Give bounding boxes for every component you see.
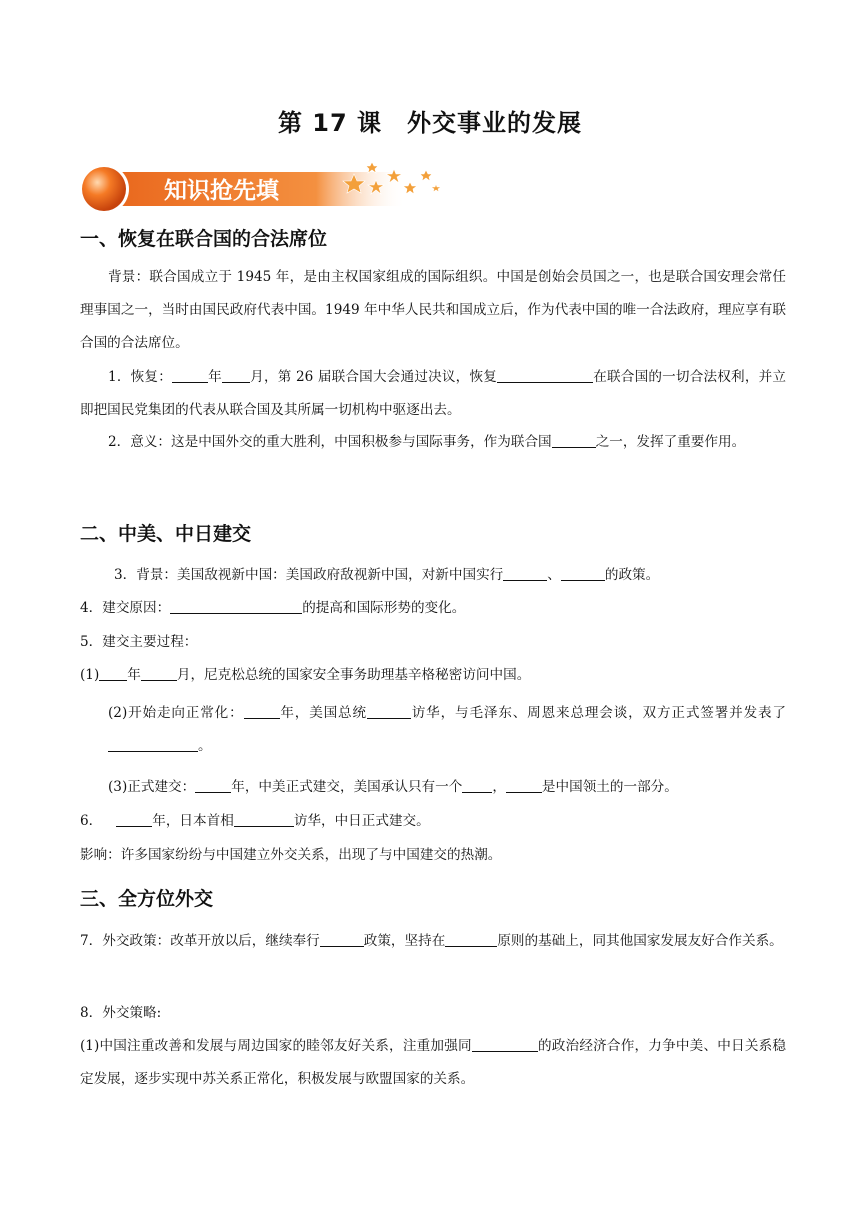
section-banner — [76, 160, 446, 216]
section3-heading: 三、全方位外交 — [80, 888, 214, 910]
section2-heading: 二、中美、中日建交 — [80, 523, 252, 545]
s2-p1-c: 月，尼克松总统的国家安全事务助理基辛格秘密访问中国。 — [176, 667, 531, 683]
s2-p1-a: (1) — [80, 667, 100, 683]
s2-impact: 影响：许多国家纷纷与中国建立外交关系，出现了与中国建交的热潮。 — [80, 847, 502, 863]
blank — [99, 666, 127, 681]
s1-item1 — [80, 361, 786, 427]
s3-p1-b: 的政治经济合作，力争中美、中日关系稳定发展，逐步实现中苏关系正常化，积极发展与欧盟国家的关系。 — [80, 1038, 786, 1087]
blank — [172, 368, 208, 383]
s1-item1-a: 1．恢复： — [108, 369, 172, 385]
s2-process-2 — [108, 697, 786, 763]
s2-item6 — [80, 811, 430, 831]
s2-item5: 5．建交主要过程： — [80, 634, 198, 650]
blank — [234, 812, 294, 827]
s2-p3-d: 是中国领土的一部分。 — [541, 779, 678, 795]
s3-p1-a: (1)中国注重改善和发展与周边国家的睦邻友好关系，注重加强同 — [80, 1038, 472, 1054]
blank — [561, 566, 605, 581]
lesson-title: 第 17 课 外交事业的发展 — [277, 109, 583, 137]
s3-item7-b: 政策，坚持在 — [363, 933, 446, 949]
banner-graphic — [76, 160, 446, 216]
s2-item3-c: 的政策。 — [604, 567, 660, 583]
s3-item7 — [80, 925, 786, 958]
s2-p2-c: 访华，与毛泽东、周恩来总理会谈，双方正式签署并发表了 — [410, 705, 787, 721]
s2-p3-b: 年，中美正式建交，美国承认只有一个 — [231, 779, 463, 795]
blank — [472, 1037, 538, 1052]
s2-p3-c: ， — [492, 779, 506, 795]
blank — [445, 932, 497, 947]
blank — [141, 666, 177, 681]
blank — [320, 932, 364, 947]
s1-item2-b: 之一，发挥了重要作用。 — [595, 434, 746, 450]
s2-item3-a: 3．背景：美国敌视新中国：美国政府敌视新中国，对新中国实行 — [114, 567, 504, 583]
s2-p2-d: 。 — [198, 738, 212, 754]
s2-p3-a: (3)正式建交： — [108, 779, 196, 795]
s1-item1-d: 在联合国的一切合法权利，并立即把国民党集团的代表从联合国及其所属一切机构中驱逐出去。 — [80, 369, 787, 418]
blank — [170, 599, 302, 614]
s2-item6-b: 年，日本首相 — [152, 813, 234, 829]
s1-item1-b: 年 — [207, 369, 222, 385]
banner-text: 知识抢先填 — [164, 178, 279, 204]
blank — [497, 368, 593, 383]
blank — [195, 778, 231, 793]
s2-process-3 — [108, 777, 678, 797]
blank — [108, 737, 198, 752]
s3-item7-a: 7．外交政策：改革开放以后，继续奉行 — [80, 933, 320, 949]
s2-p1-b: 年 — [127, 667, 141, 683]
s2-item3 — [114, 565, 659, 585]
s2-item6-c: 访华，中日正式建交。 — [293, 813, 430, 829]
s1-item2-a: 2．意义：这是中国外交的重大胜利，中国积极参与国际事务，作为联合国 — [108, 434, 552, 450]
section1-heading: 一、恢复在联合国的合法席位 — [80, 228, 328, 250]
blank — [552, 433, 596, 448]
s2-p2-a: (2)开始走向正常化： — [108, 705, 244, 721]
s3-item7-c: 原则的基础上，同其他国家发展友好合作关系。 — [497, 933, 783, 949]
s2-item3-b: 、 — [547, 567, 561, 583]
s2-item4-a: 4．建交原因： — [80, 600, 171, 616]
s1-item2 — [80, 426, 786, 459]
blank — [116, 812, 152, 827]
blank — [503, 566, 547, 581]
blank — [506, 778, 542, 793]
s2-item4-b: 的提高和国际形势的变化。 — [302, 600, 466, 616]
s2-process-1 — [80, 665, 530, 685]
s2-p2-b: 年，美国总统 — [279, 705, 367, 721]
s1-background: 背景：联合国成立于 1945 年，是由主权国家组成的国际组织。中国是创始会员国之一，也是联合国安理会常任理事国之一，当时由国民政府代表中国。1949 年中华人民共和国成立后，作为代表中国的唯一合法政府，理应享有联合国的合法席位。 — [80, 269, 786, 351]
s3-strategy-1 — [80, 1030, 786, 1096]
s2-item6-a: 6． — [80, 813, 103, 829]
blank — [462, 778, 492, 793]
s3-item8: 8．外交策略: — [80, 1005, 162, 1021]
blank — [244, 704, 280, 719]
s1-item1-c: 月，第 26 届联合国大会通过决议，恢复 — [249, 369, 498, 385]
ball-icon — [82, 167, 126, 211]
s2-item4 — [80, 598, 465, 618]
blank — [367, 704, 411, 719]
blank — [222, 368, 250, 383]
